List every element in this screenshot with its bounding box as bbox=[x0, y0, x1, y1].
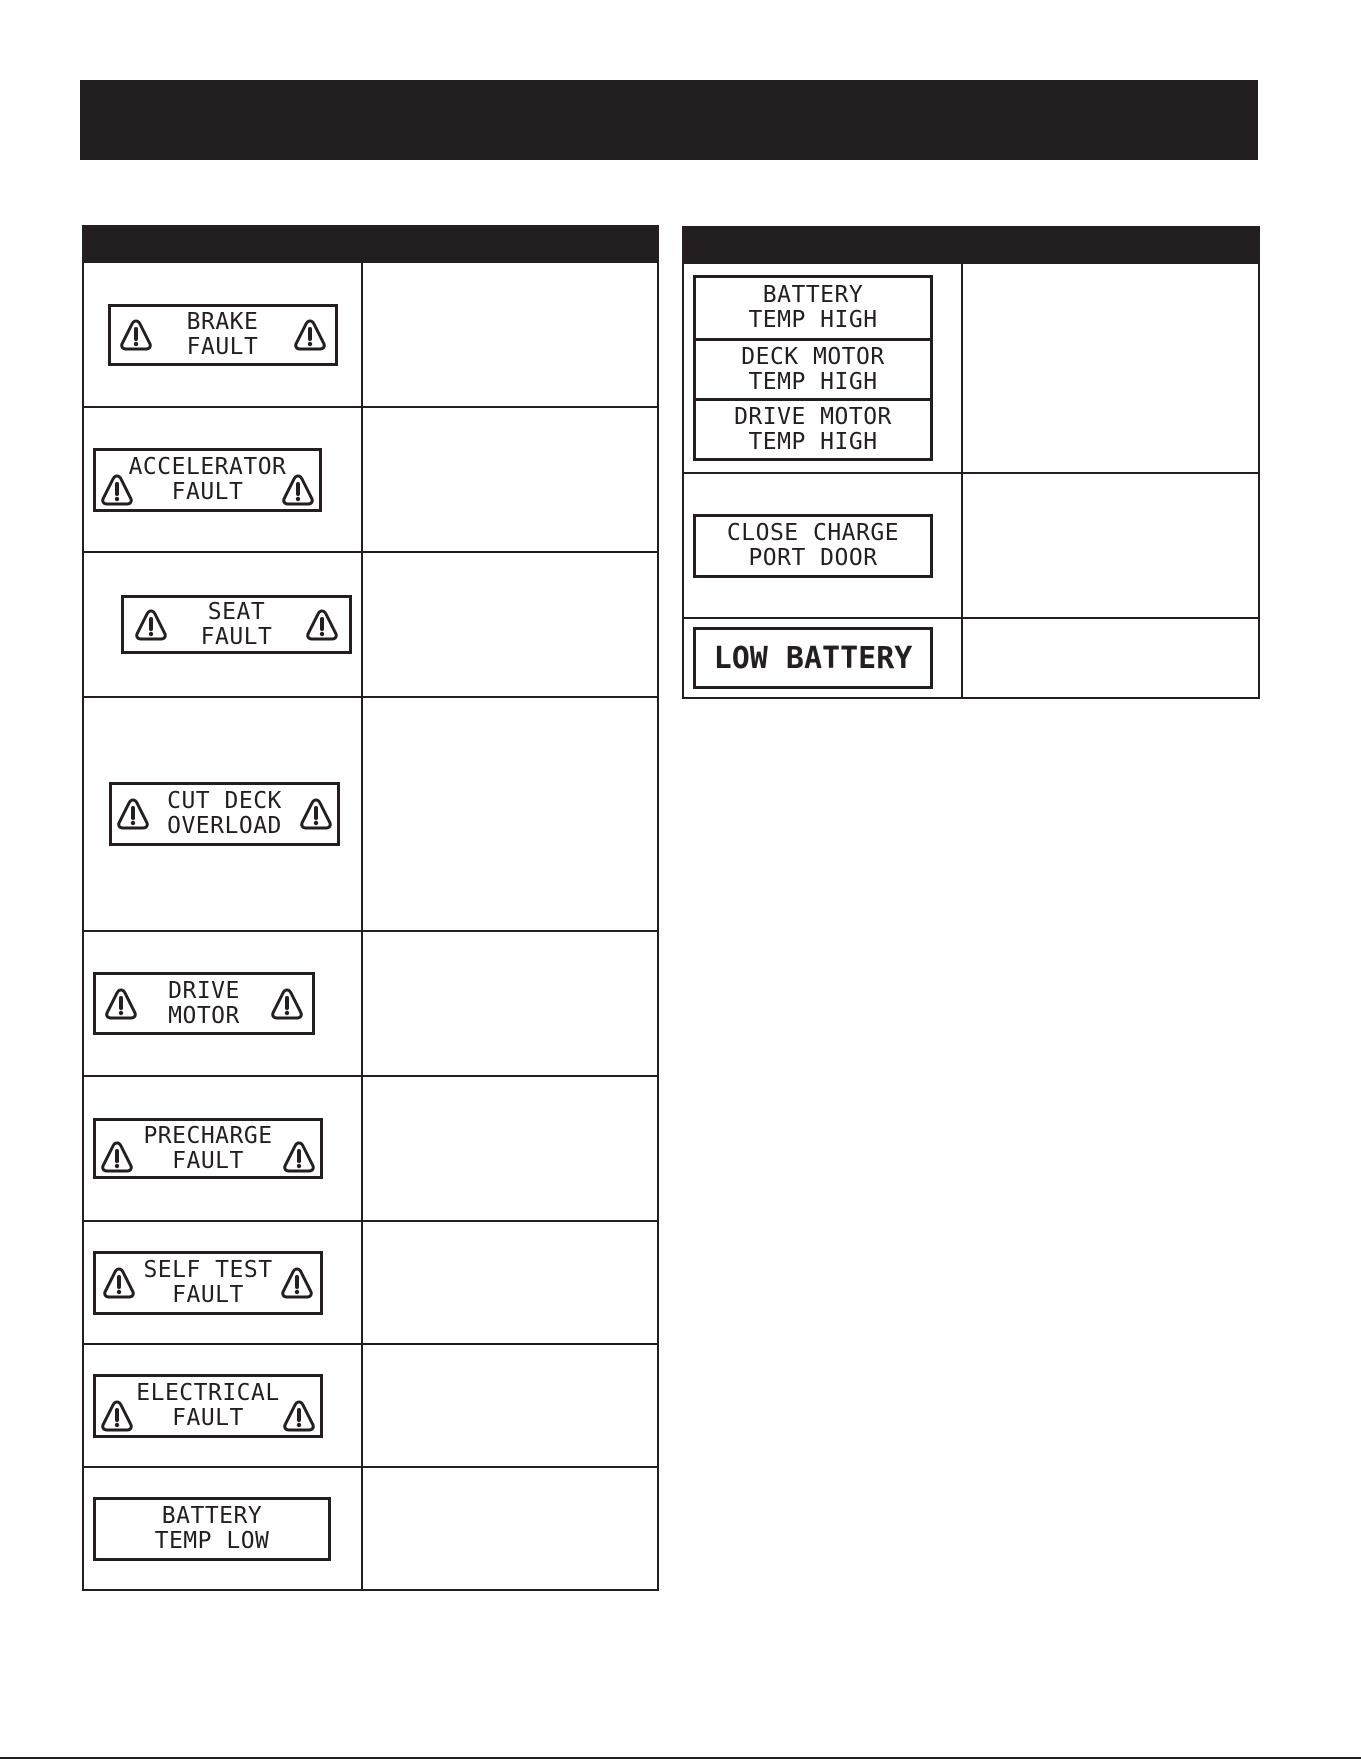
description-cell bbox=[362, 931, 658, 1076]
table-row bbox=[83, 1467, 658, 1590]
description-cell bbox=[962, 263, 1259, 473]
description-cell bbox=[362, 552, 658, 697]
warning-icon bbox=[305, 608, 339, 642]
lcd-brake-fault: BRAKE FAULT bbox=[108, 304, 338, 366]
lcd-self-test-fault: SELF TEST FAULT bbox=[93, 1251, 323, 1315]
description-cell bbox=[362, 407, 658, 552]
left-fault-table bbox=[82, 225, 659, 1591]
table-row bbox=[83, 552, 658, 697]
warning-icon bbox=[116, 797, 150, 831]
lcd-accelerator-fault: ACCELERATOR FAULT bbox=[93, 448, 322, 512]
lcd-battery-temp-high: BATTERY TEMP HIGH bbox=[696, 278, 930, 338]
table-row bbox=[683, 473, 1259, 618]
table-row bbox=[83, 262, 658, 407]
table-row bbox=[683, 263, 1259, 473]
table-row bbox=[83, 407, 658, 552]
lcd-cut-deck-overload: CUT DECK OVERLOAD bbox=[109, 782, 340, 846]
lcd-seat-fault: SEAT FAULT bbox=[121, 595, 352, 654]
table-row bbox=[83, 697, 658, 931]
table-header bbox=[83, 226, 658, 262]
warning-icon bbox=[270, 987, 304, 1021]
warning-icon bbox=[281, 473, 315, 507]
warning-icon bbox=[104, 987, 138, 1021]
lcd-drive-motor: DRIVE MOTOR bbox=[93, 972, 315, 1035]
description-cell bbox=[362, 262, 658, 407]
table-row bbox=[83, 1221, 658, 1344]
warning-icon bbox=[282, 1399, 316, 1433]
lcd-precharge-fault: PRECHARGE FAULT bbox=[93, 1118, 323, 1179]
lcd-low-battery: LOW BATTERY bbox=[693, 627, 933, 689]
page-header-banner bbox=[80, 80, 1258, 160]
warning-icon bbox=[280, 1266, 314, 1300]
description-cell bbox=[962, 618, 1259, 698]
description-cell bbox=[962, 473, 1259, 618]
warning-icon bbox=[134, 608, 168, 642]
lcd-close-charge-port-door: CLOSE CHARGE PORT DOOR bbox=[693, 514, 933, 578]
warning-icon bbox=[119, 318, 153, 352]
table-row bbox=[683, 618, 1259, 698]
lcd-battery-temp-low: BATTERY TEMP LOW bbox=[93, 1497, 331, 1561]
lcd-drive-motor-temp-high: DRIVE MOTOR TEMP HIGH bbox=[696, 398, 930, 458]
warning-icon bbox=[282, 1140, 316, 1174]
description-cell bbox=[362, 697, 658, 931]
lcd-stack-temp-high bbox=[693, 275, 933, 461]
description-cell bbox=[362, 1467, 658, 1590]
table-row bbox=[83, 931, 658, 1076]
table-header bbox=[683, 227, 1259, 263]
lcd-electrical-fault: ELECTRICAL FAULT bbox=[93, 1374, 323, 1438]
table-row bbox=[83, 1344, 658, 1467]
warning-icon bbox=[299, 797, 333, 831]
right-fault-table bbox=[682, 226, 1260, 699]
description-cell bbox=[362, 1221, 658, 1344]
footer-rule bbox=[0, 1757, 1361, 1759]
warning-icon bbox=[293, 318, 327, 352]
table-row bbox=[83, 1076, 658, 1221]
lcd-deck-motor-temp-high: DECK MOTOR TEMP HIGH bbox=[696, 338, 930, 398]
description-cell bbox=[362, 1344, 658, 1467]
description-cell bbox=[362, 1076, 658, 1221]
